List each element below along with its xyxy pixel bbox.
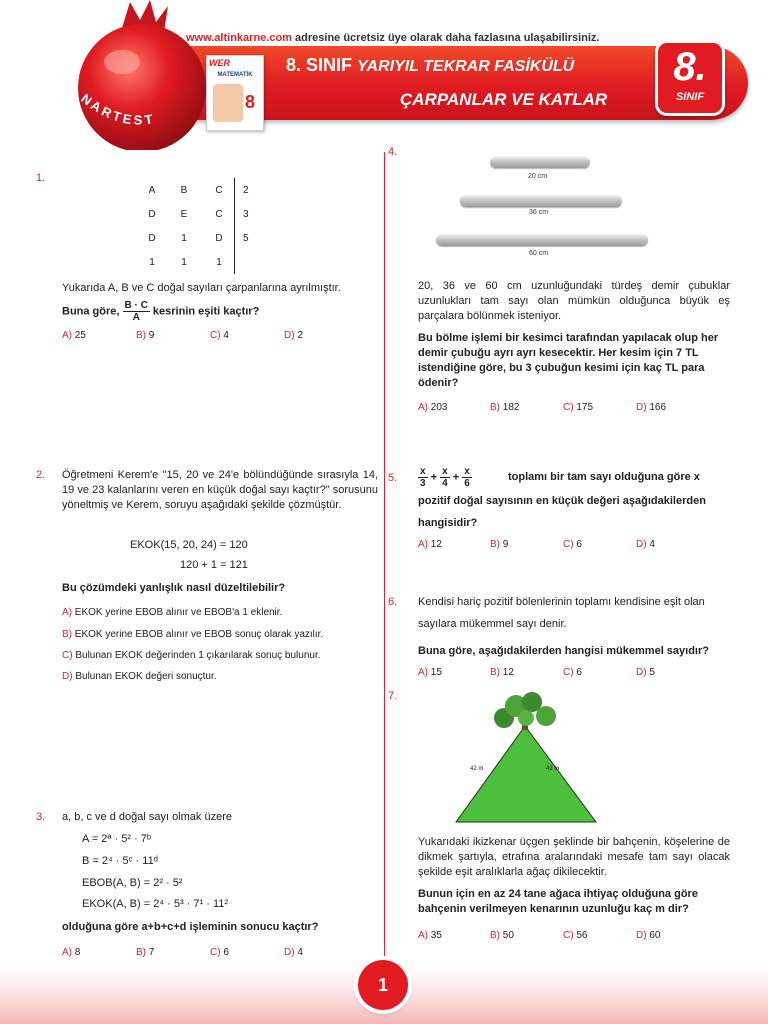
- q7-option-c[interactable]: C) 56: [563, 930, 588, 941]
- book-big-number: 8: [245, 92, 256, 112]
- q3-line-ekok: EKOK(A, B) = 2⁴ · 5³ · 7¹ · 11²: [82, 898, 229, 910]
- q1-number: 1.: [36, 172, 46, 184]
- q1-question: Buna göre, $\frac{B \cdot C}{A}$ kesrinin eşiti kaçtır?: [62, 300, 260, 323]
- q4-option-c[interactable]: C) 175: [563, 402, 594, 413]
- rod-60: [436, 234, 648, 246]
- q2-option-a[interactable]: A) EKOK yerine EBOB alınır ve EBOB'a 1 eklenir.: [62, 607, 283, 618]
- q2-question: Bu çözümdeki yanlışlık nasıl düzeltilebilir?: [62, 582, 286, 594]
- q6-option-d[interactable]: D) 5: [636, 667, 655, 678]
- q1-factor-grid: A B C 2 D E C 3 D 1 D 5 1 1 1: [140, 178, 263, 274]
- q6-option-c[interactable]: C) 6: [563, 667, 582, 678]
- q7-option-d[interactable]: D) 60: [636, 930, 661, 941]
- q4-number: 4.: [388, 146, 398, 158]
- grade-title: 8. SINIF YARIYIL TEKRAR FASİKÜLÜ: [286, 55, 575, 75]
- q3-option-c[interactable]: C) 6: [210, 947, 229, 958]
- q7-text: Yukarıdaki ikizkenar üçgen şeklinde bir bahçenin, köşelerine de dikmek şartıyla, etrafına aralarındaki mesafe tam sayı olacak şekilde eşit aralıklarla ağaç dikilecektir.: [418, 836, 730, 878]
- q6-number: 6.: [388, 596, 398, 608]
- q6-text-line1: Kendisi hariç pozitif bölenlerinin toplamı kendisine eşit olan: [418, 596, 705, 608]
- q5-option-c[interactable]: C) 6: [563, 539, 582, 550]
- book-hand-image: [213, 84, 243, 122]
- q3-option-a[interactable]: A) 8: [62, 947, 81, 958]
- q5-option-a[interactable]: A) 12: [418, 539, 442, 550]
- q5-text-line1: toplamı bir tam sayı olduğuna göre x: [508, 471, 700, 483]
- q7-option-a[interactable]: A) 35: [418, 930, 442, 941]
- q5-option-b[interactable]: B) 9: [490, 539, 509, 550]
- rod-20: [490, 156, 590, 168]
- rod-36: [460, 195, 622, 207]
- q1-option-c[interactable]: C) 4: [210, 330, 229, 341]
- q1-option-a[interactable]: A) 25: [62, 330, 86, 341]
- q1-option-b[interactable]: B) 9: [136, 330, 155, 341]
- book-title: MATEMATİK: [217, 72, 253, 78]
- logo-text: NARTEST: [78, 90, 157, 128]
- q6-option-a[interactable]: A) 15: [418, 667, 442, 678]
- header-url[interactable]: www.altinkarne.com: [186, 32, 292, 44]
- q7-side-left-label: 42 m: [470, 766, 484, 772]
- nartest-logo: [52, 0, 232, 150]
- q6-text-line2: sayılara mükemmel sayı denir.: [418, 618, 567, 630]
- q4-option-a[interactable]: A) 203: [418, 402, 448, 413]
- column-divider: [384, 152, 385, 962]
- q5-number: 5.: [388, 472, 398, 484]
- q6-question: Buna göre, aşağıdakilerden hangisi mükemmel sayıdır?: [418, 645, 709, 657]
- page-number: 1: [358, 960, 408, 1010]
- q2-calc-line2: 120 + 1 = 121: [180, 559, 248, 571]
- book-brand: WER: [209, 58, 230, 68]
- q3-question: olduğuna göre a+b+c+d işleminin sonucu kaçtır?: [62, 921, 319, 933]
- q1-option-d[interactable]: D) 2: [284, 330, 303, 341]
- rod-60-label: 60 cm: [529, 250, 549, 257]
- q6-option-b[interactable]: B) 12: [490, 667, 514, 678]
- q5-option-d[interactable]: D) 4: [636, 539, 655, 550]
- q2-option-b[interactable]: B) EKOK yerine EBOB alınır ve EBOB sonuç olarak yazılır.: [62, 629, 324, 640]
- q4-option-b[interactable]: B) 182: [490, 402, 520, 413]
- q4-option-d[interactable]: D) 166: [636, 402, 667, 413]
- q7-side-right-label: 42 m: [546, 766, 560, 772]
- q2-calc-line1: EKOK(15, 20, 24) = 120: [130, 539, 248, 551]
- topic-title: ÇARPANLAR VE KATLAR: [400, 90, 608, 109]
- q7-triangle-garden: [440, 692, 610, 828]
- q3-text: a, b, c ve d doğal sayı olmak üzere: [62, 811, 232, 823]
- q5-sum: $\frac{x}{3}$ + $\frac{x}{4}$ + $\frac{x}{6}$: [420, 466, 470, 489]
- q4-text: 20, 36 ve 60 cm uzunluğundaki türdeş demir çubuklar uzunlukları tam sayı olan mümkün olduğunca büyük eş parçalara bölünmek isteniyor.: [418, 280, 730, 322]
- q7-question: Bunun için en az 24 tane ağaca ihtiyaç olduğuna göre bahçenin verilmeyen kenarının uzunluğu kaç m dir?: [418, 888, 698, 915]
- fascicle-title: YARIYIL TEKRAR FASİKÜLÜ: [357, 58, 575, 75]
- rod-20-label: 20 cm: [528, 173, 548, 180]
- q2-number: 2.: [36, 469, 46, 481]
- q7-number: 7.: [388, 690, 398, 702]
- rod-36-label: 36 cm: [529, 209, 549, 216]
- q2-text: Öğretmeni Kerem'e "15, 20 ve 24'e bölündüğünde sırasıyla 14, 19 ve 23 kalanlarını veren en küçük doğal sayı kaçtır?" sorusunu yöneltmiş ve Kerem, soruyu aşağıdaki şekilde çözmüştür.: [62, 469, 378, 511]
- grade-badge: 8. SINIF: [655, 40, 725, 116]
- q7-option-b[interactable]: B) 50: [490, 930, 514, 941]
- q4-question: Bu bölme işlemi bir kesimci tarafından yapılacak olup her demir çubuğu ayrı ayrı kesecektir. Her kesim için 7 TL istendiğine göre, bu 3 çubuğun kesimi için kaç TL para ödenir?: [418, 332, 719, 389]
- q1-text: Yukarıda A, B ve C doğal sayıları çarpanlarına ayrılmıştır.: [62, 282, 341, 294]
- q3-line-ebob: EBOB(A, B) = 2² · 5²: [82, 877, 183, 889]
- q3-line-a: A = 2ª · 5² · 7ᵇ: [82, 833, 152, 845]
- q2-option-c[interactable]: C) Bulunan EKOK değerinden 1 çıkarılarak sonuç bulunur.: [62, 650, 321, 661]
- q2-option-d[interactable]: D) Bulunan EKOK değeri sonuçtur.: [62, 671, 217, 682]
- tree-icon: [494, 692, 556, 730]
- book-cover: [206, 55, 264, 131]
- q5-text-line3: hangisidir?: [418, 517, 478, 529]
- header-url-note: www.altinkarne.com adresine ücretsiz üye olarak daha fazlasına ulaşabilirsiniz.: [186, 32, 600, 44]
- q5-text-line2: pozitif doğal sayısının en küçük değeri aşağıdakilerden: [418, 495, 706, 507]
- q3-line-b: B = 2⁴ · 5ᶜ · 11ᵈ: [82, 855, 158, 867]
- q3-number: 3.: [36, 811, 46, 823]
- q3-option-d[interactable]: D) 4: [284, 947, 303, 958]
- q3-option-b[interactable]: B) 7: [136, 947, 155, 958]
